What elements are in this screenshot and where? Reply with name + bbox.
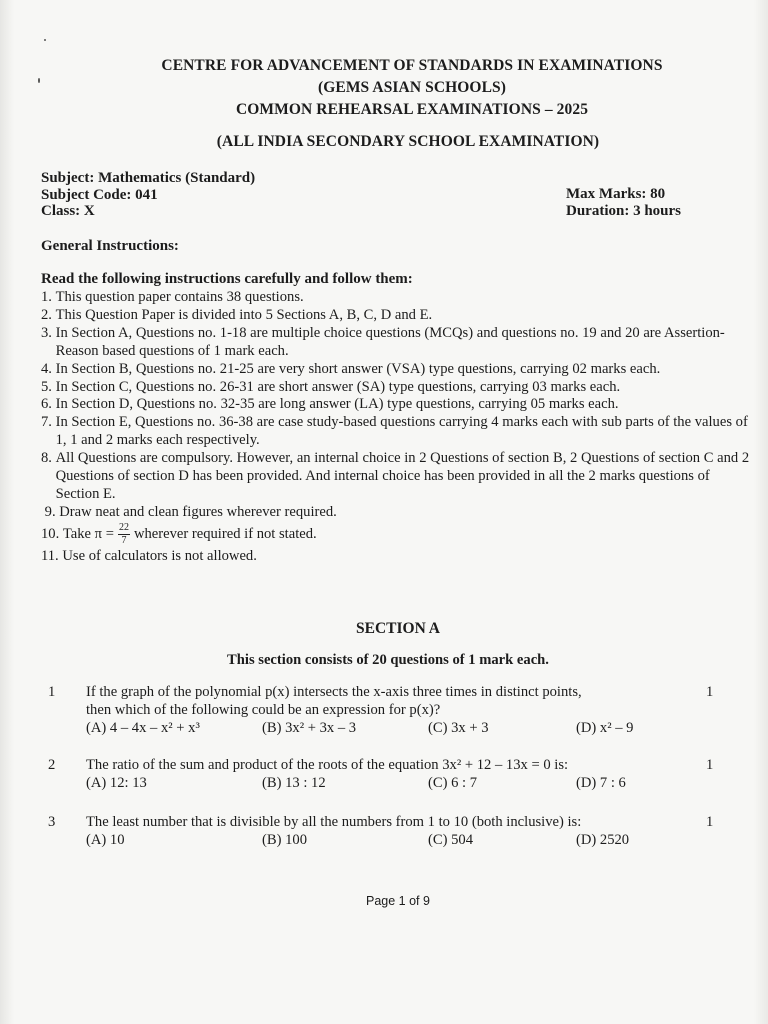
exam-level: (ALL INDIA SECONDARY SCHOOL EXAMINATION) [216, 133, 600, 150]
board-name: CENTRE FOR ADVANCEMENT OF STANDARDS IN EXAMINATIONS [161, 57, 663, 74]
option-c: (C) 504 [428, 832, 473, 848]
option-a: (A) 4 – 4x – x² + x³ [86, 720, 200, 736]
instructions-lead: Read the following instructions carefully and follow them: [41, 271, 413, 287]
question-number: 2 [48, 757, 56, 773]
instruction-item: 7. In Section E, Questions no. 36-38 are case study-based questions carrying 4 marks each with sub parts of the values of 1, 1 and 2 marks each respectively. [41, 414, 748, 449]
scan-edge-right [754, 0, 768, 1024]
instructions-list [41, 289, 751, 566]
instruction-item: 4. In Section B, Questions no. 21-25 are very short answer (VSA) type questions, carrying 02 marks each. [41, 360, 661, 377]
subject-code: Subject Code: 041 [41, 186, 158, 203]
question-marks: 1 [706, 814, 714, 830]
school-name: (GEMS ASIAN SCHOOLS) [317, 79, 507, 96]
scan-edge-left [0, 0, 14, 1024]
question-text: If the graph of the polynomial p(x) intersects the x-axis three times in distinct points, then which of the following could be an expression for p(x)? [86, 684, 582, 718]
question-number: 1 [48, 684, 56, 700]
option-d: (D) 7 : 6 [576, 775, 626, 791]
option-a: (A) 10 [86, 832, 125, 848]
pi-fraction: $\frac{22}{7}$ [118, 522, 129, 547]
question-marks: 1 [706, 684, 714, 700]
option-c: (C) 3x + 3 [428, 720, 489, 736]
option-d: (D) x² – 9 [576, 720, 634, 736]
question-options [86, 832, 696, 850]
section-title: SECTION A [356, 620, 440, 637]
instruction-item: 5. In Section C, Questions no. 26-31 are short answer (SA) type questions, carrying 03 marks each. [41, 378, 621, 395]
marks-info [566, 186, 681, 219]
instruction-item: 1. This question paper contains 38 questions. [41, 289, 304, 305]
instruction-item: 9. Draw neat and clean figures wherever required. [41, 503, 337, 520]
option-b: (B) 100 [262, 832, 307, 848]
instruction-item: 11. Use of calculators is not allowed. [41, 547, 257, 564]
option-b: (B) 3x² + 3x – 3 [262, 720, 357, 736]
option-c: (C) 6 : 7 [428, 775, 478, 791]
section-subtitle: This section consists of 20 questions of 1 mark each. [227, 652, 549, 668]
question-marks: 1 [706, 757, 714, 773]
subject-info [41, 170, 255, 220]
instruction-item: 2. This Question Paper is divided into 5 Sections A, B, C, D and E. [41, 306, 433, 323]
option-d: (D) 2520 [576, 832, 630, 848]
instructions-heading: General Instructions: [41, 238, 179, 254]
instruction-item: 8. All Questions are compulsory. However, an internal choice in 2 Questions of section B, 2 Questions of section C and 2 Questions of section D has been provided. And internal choice has been provided in all the 2 marks questions of Section E. [41, 450, 750, 502]
instruction-item: 3. In Section A, Questions no. 1-18 are multiple choice questions (MCQs) and questions no. 19 and 20 are Assertion- Reason based questions of 1 mark each. [41, 324, 725, 359]
subject-label: Subject: Mathematics (Standard) [41, 170, 256, 186]
scan-speck [44, 39, 46, 41]
page-number: Page 1 of 9 [366, 894, 430, 908]
question-options [86, 775, 696, 793]
exam-name: COMMON REHEARSAL EXAMINATIONS – 2025 [235, 101, 589, 118]
question-number: 3 [48, 814, 56, 830]
option-a: (A) 12: 13 [86, 775, 147, 791]
question-text: The least number that is divisible by all the numbers from 1 to 10 (both inclusive) is: [86, 814, 582, 830]
instruction-item-pi: 10. Take π = $\frac{22}{7}$ wherever required if not stated. [41, 522, 317, 547]
question-text: The ratio of the sum and product of the roots of the equation 3x² + 12 – 13x = 0 is: [86, 757, 569, 773]
duration: Duration: 3 hours [566, 202, 682, 219]
instruction-item: 6. In Section D, Questions no. 32-35 are long answer (LA) type questions, carrying 05 marks each. [41, 396, 619, 413]
max-marks: Max Marks: 80 [566, 186, 666, 202]
class-label: Class: X [41, 203, 95, 219]
option-b: (B) 13 : 12 [262, 775, 326, 791]
question-options [86, 720, 696, 738]
